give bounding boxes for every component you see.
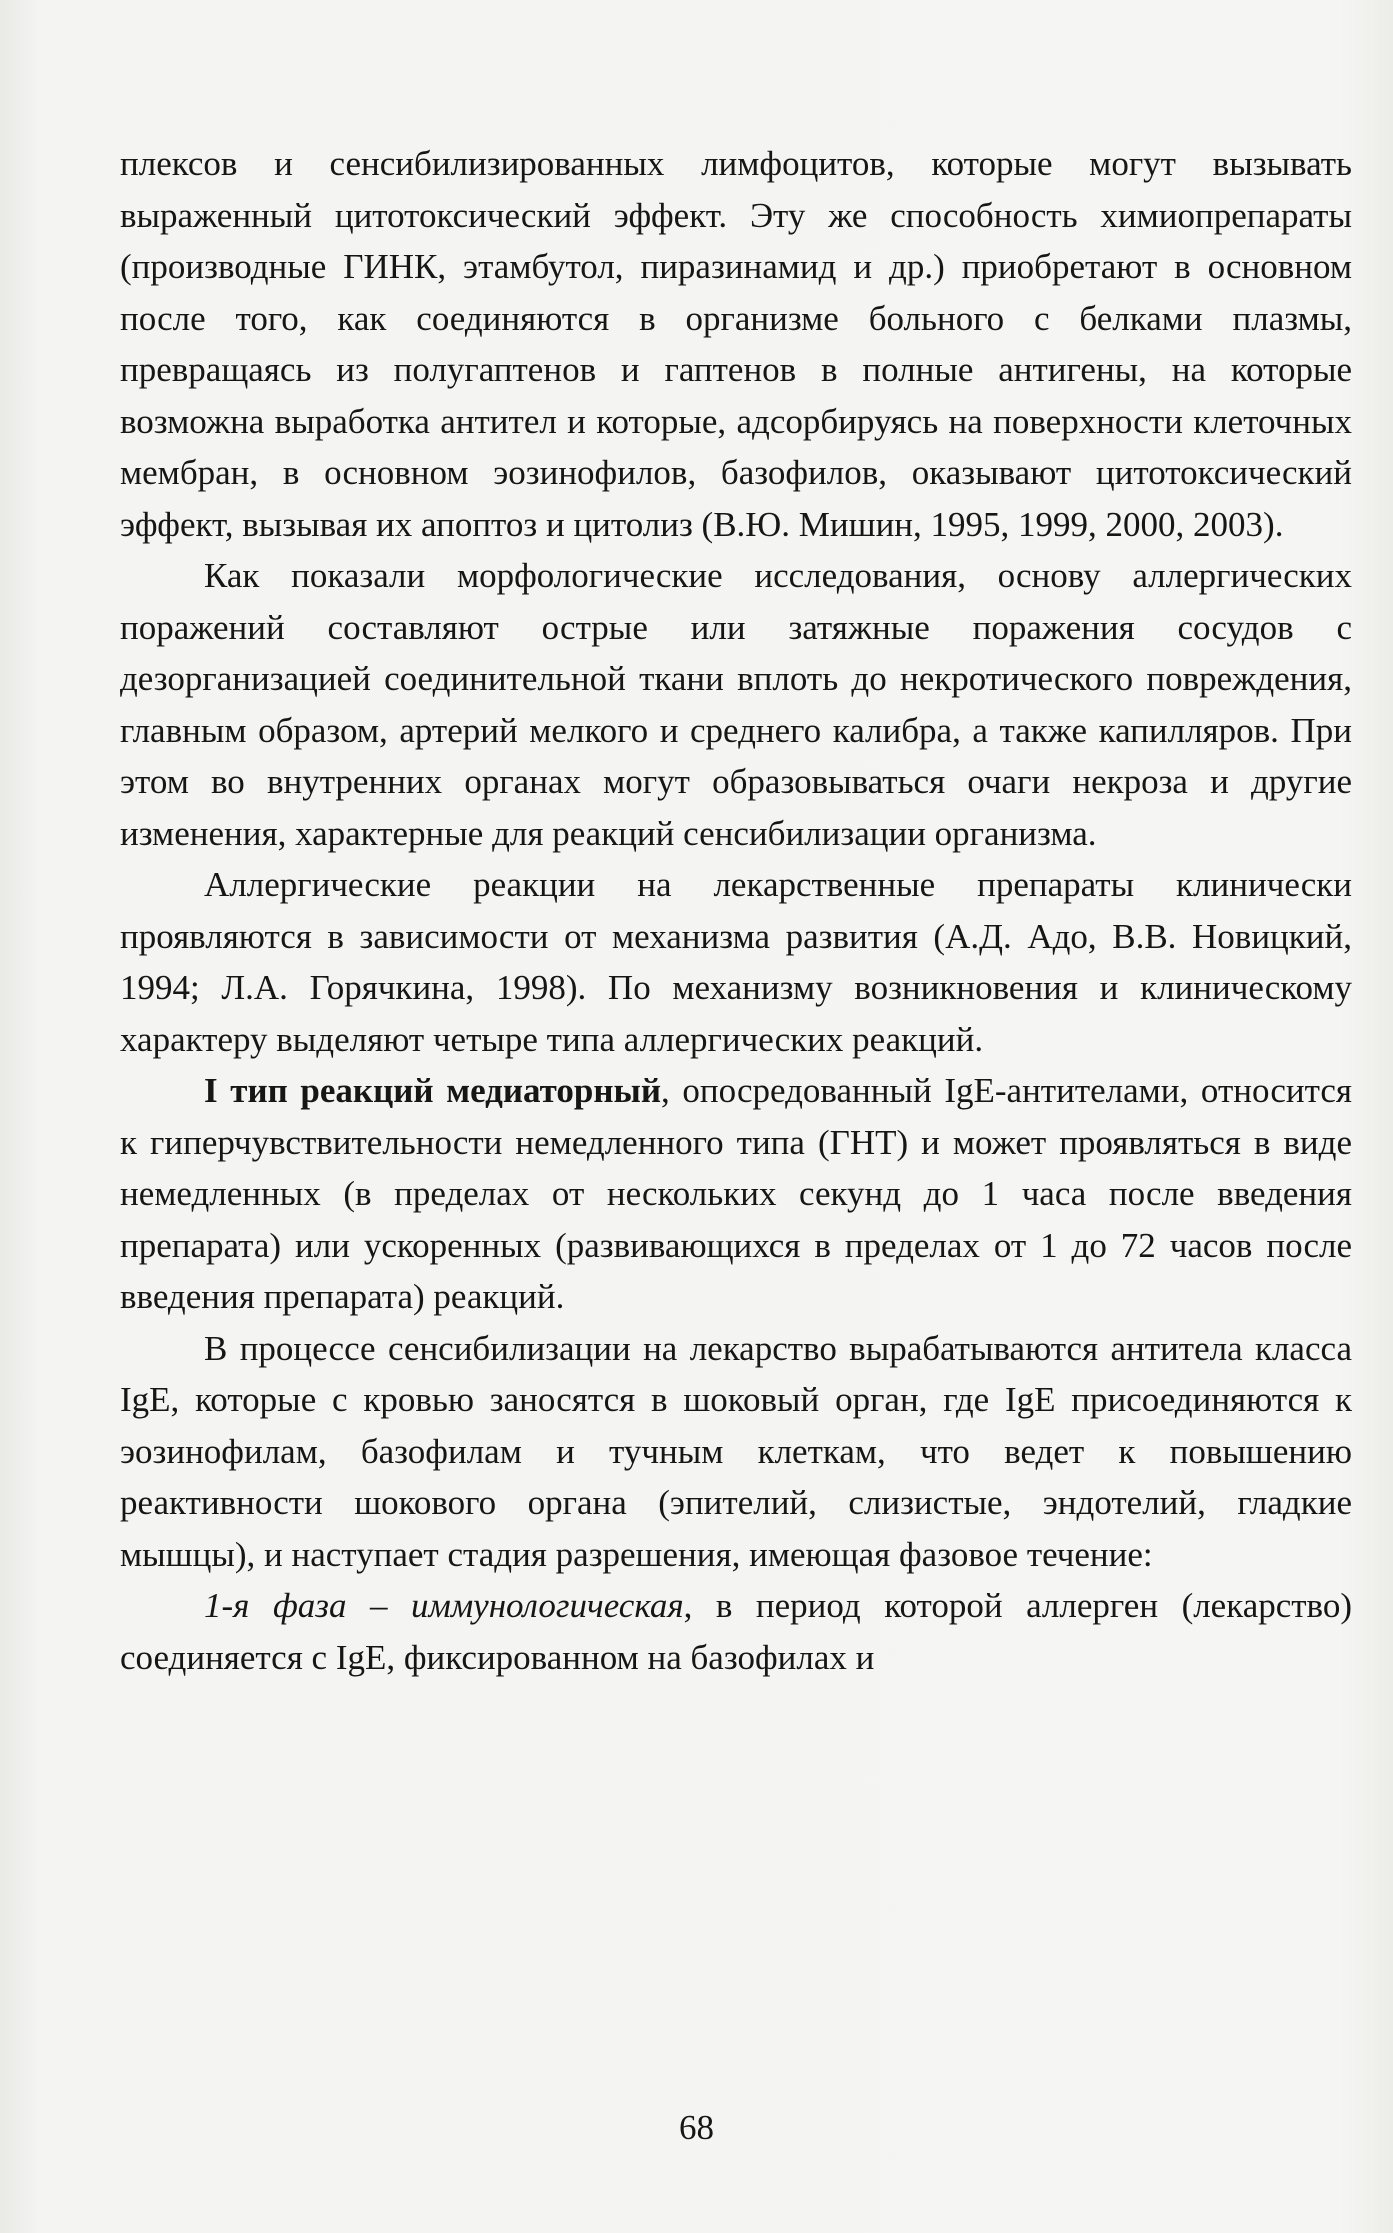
page-number: 68 [679, 2108, 714, 2147]
paragraph-5-text: В процессе сенсибилизации на лекарство вырабатываются антитела класса IgE, которые с кровью заносятся в шоковый орган, где IgE присоединяются к эозинофилам, базофилам и тучным клеткам, что ведет к повышению реактивности шокового органа (эпителий, слизистые, эндотелий, гладкие мышцы), и наступает стадия разрешения, имеющая фазовое течение: [120, 1328, 1352, 1574]
paragraph-4-bold-lead: I тип реакций медиаторный [204, 1071, 661, 1110]
page-text [120, 138, 1352, 1683]
paragraph-4-text: , опосредованный IgE-антителами, относится к гиперчувствительности немедленного типа (ГНТ) и может проявляться в виде немедленных (в пределах от нескольких секунд до 1 часа после введения препарата) или ускоренных (развивающихся в пределах от 1 до 72 часов после введения препарата) реакций. [120, 1071, 1352, 1316]
paragraph-1 [120, 138, 1352, 550]
paragraph-2 [120, 550, 1352, 859]
paragraph-3 [120, 859, 1352, 1065]
paragraph-1-text: плексов и сенсибилизированных лимфоцитов, которые могут вызывать выраженный цитотоксический эффект. Эту же способность химиопрепараты (производные ГИНК, этамбутол, пиразинамид и др.) приобретают в основном после того, как соединяются в организме больного с белками плазмы, превращаясь из полугаптенов и гаптенов в полные антигены, на которые возможна выработка антител и которые, адсорбируясь на поверхности клеточных мембран, в основном эозинофилов, базофилов, оказывают цитотоксический эффект, вызывая их апоптоз и цитолиз (В.Ю. Мишин, 1995, 1999, 2000, 2003). [120, 144, 1352, 544]
paragraph-6 [120, 1580, 1352, 1683]
paragraph-2-text: Как показали морфологические исследования, основу аллергических поражений составляют острые или затяжные поражения сосудов с дезорганизацией соединительной ткани вплоть до некротического повреждения, главным образом, артерий мелкого и среднего калибра, а также капилляров. При этом во внутренних органах могут образовываться очаги некроза и другие изменения, характерные для реакций сенсибилизации организма. [120, 556, 1352, 853]
paragraph-5 [120, 1323, 1352, 1581]
paragraph-3-text: Аллергические реакции на лекарственные препараты клинически проявляются в зависимости от механизма развития (А.Д. Адо, В.В. Новицкий, 1994; Л.А. Горячкина, 1998). По механизму возникновения и клиническому характеру выделяют четыре типа аллергических реакций. [120, 865, 1352, 1059]
paragraph-4 [120, 1065, 1352, 1323]
paragraph-6-text: , в период которой аллерген (лекарство) соединяется с IgE, фиксированном на базофилах и [120, 1586, 1353, 1677]
paragraph-6-italic-lead: 1-я фаза – иммунологическая [204, 1586, 684, 1625]
